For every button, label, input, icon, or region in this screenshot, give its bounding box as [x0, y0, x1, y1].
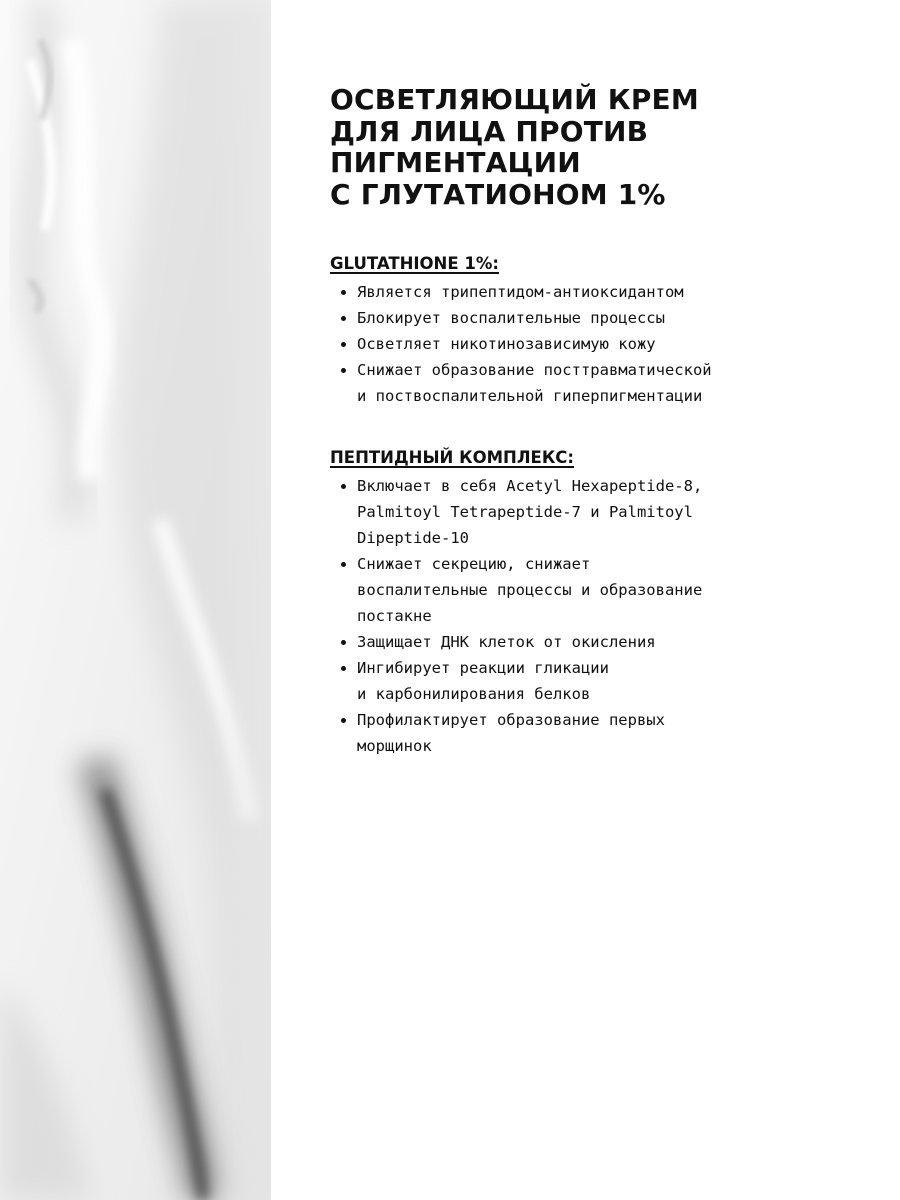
list-item-text: Является трипептидом-антиоксидантом — [357, 283, 684, 301]
list-item — [330, 629, 780, 655]
title-line: ОСВЕТЛЯЮЩИЙ КРЕМ — [330, 83, 699, 116]
list-item-text: Ингибирует реакции гликации — [357, 659, 609, 677]
title-line: ДЛЯ ЛИЦА ПРОТИВ — [330, 114, 649, 148]
product-description — [330, 84, 780, 759]
list-item — [330, 707, 780, 759]
title-line: С ГЛУТАТИОНОМ 1% — [330, 177, 666, 211]
list-item-text: и карбонилирования белков — [357, 685, 591, 703]
peptide-complex-section — [330, 447, 780, 759]
list-item — [330, 551, 780, 629]
list-item — [330, 473, 780, 551]
glutathione-section — [330, 253, 780, 409]
list-item-text: Защищает ДНК клеток от окисления — [357, 633, 656, 651]
cream-texture-illustration — [0, 0, 271, 1200]
list-item — [330, 357, 780, 409]
list-item-text: морщинок — [357, 737, 432, 755]
list-item-text: Профилактирует образование первых — [357, 711, 665, 729]
peptide-benefits-list — [330, 473, 780, 759]
list-item-text: воспалительные процессы и образование — [357, 581, 703, 599]
list-item-text: и поствоспалительной гиперпигментации — [357, 387, 703, 405]
list-item-text: Dipeptide-10 — [357, 529, 469, 547]
list-item — [330, 655, 780, 707]
list-item-text: Осветляет никотинозависимую кожу — [357, 335, 656, 353]
list-item — [330, 305, 780, 331]
glutathione-heading: GLUTATHIONE 1%: — [330, 254, 499, 273]
product-title — [330, 84, 780, 210]
peptide-complex-heading: ПЕПТИДНЫЙ КОМПЛЕКС: — [330, 448, 575, 467]
list-item-text: Блокирует воспалительные процессы — [357, 309, 665, 327]
list-item — [330, 279, 780, 305]
glutathione-benefits-list — [330, 279, 780, 409]
list-item-text: Снижает секрецию, снижает — [357, 555, 591, 573]
list-item-text: Palmitoyl Tetrapeptide-7 и Palmitoyl — [357, 503, 693, 521]
title-line: ПИГМЕНТАЦИИ — [330, 146, 581, 179]
list-item — [330, 331, 780, 357]
list-item-text: Включает в себя Acetyl Hexapeptide-8, — [357, 477, 703, 495]
list-item-text: постакне — [357, 607, 432, 625]
cream-texture-image — [0, 0, 271, 1200]
list-item-text: Снижает образование посттравматической — [357, 361, 712, 379]
